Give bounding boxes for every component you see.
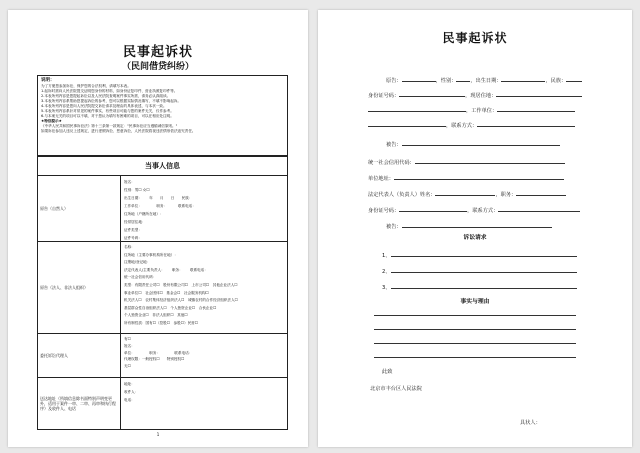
left-subtitle: （民间借贷纠纷） xyxy=(121,62,194,72)
gender-label: ，性别： xyxy=(435,78,457,84)
legal-rep-blank[interactable] xyxy=(435,190,495,196)
contact-lead-blank[interactable] xyxy=(368,121,446,127)
birth-blank[interactable] xyxy=(501,76,545,82)
service-label: 送达地址（所填信息除书面特别声明变更外，适用于案件一审、二审、再审和执行程序）及收件人、电话 xyxy=(38,378,121,429)
form-field-line: 姓名： xyxy=(124,343,135,348)
form-field-line: 住所地（主要办事机构所在地）： xyxy=(124,252,178,257)
defendant-line-2 xyxy=(386,222,552,231)
residence-blank[interactable] xyxy=(496,91,582,97)
facts-blank-4[interactable] xyxy=(374,356,576,358)
ethnicity-label: ，民族： xyxy=(545,78,567,84)
workplace-lead-blank[interactable] xyxy=(368,106,466,112)
instruction-line: 3.本表所列内容系帮助您提起诉讼的参考，您可以根据实际情况填写，不填不影响起诉。 xyxy=(41,99,181,103)
closing-to: 此致 xyxy=(382,369,393,375)
closing-court: 北京市丰台区人民法院 xyxy=(370,386,422,392)
facts-blank-2[interactable] xyxy=(374,328,576,330)
contact-label-2: ，联系方式： xyxy=(467,208,499,214)
form-field-line: 法定代表人/主要负责人： 职务： 联系电话： xyxy=(124,267,208,272)
contact-blank-2[interactable] xyxy=(498,206,580,212)
id-label: 身份证号码： xyxy=(368,93,400,99)
left-title: 民事起诉状 xyxy=(122,45,193,60)
left-page xyxy=(8,10,308,447)
agent-fields xyxy=(124,336,285,370)
credit-code-line xyxy=(368,158,565,167)
form-field-line: 证件类型： xyxy=(124,228,142,232)
form-field-line: 代理权限：一般授权☐ 特别授权☐ xyxy=(124,357,185,362)
form-field-line: 收件人： xyxy=(124,390,139,394)
form-field-line: 类型：有限责任公司☐ 股份有限公司☐ 上市公司☐ 其他企业法人☐ xyxy=(124,282,238,287)
instruction-line: 1.起诉时需向人民法院提交证明您身份的材料，如身份证复印件、营业执照复印件等。 xyxy=(41,89,178,93)
claim-2-blank[interactable] xyxy=(391,267,577,273)
legal-rep-label: 法定代表人（负责人）姓名： xyxy=(368,192,436,198)
right-page xyxy=(318,10,632,447)
plaintiff-id-line xyxy=(368,91,582,100)
credit-code-label: 统一社会信用代码： xyxy=(368,160,415,166)
plaintiff-row xyxy=(37,176,288,242)
instruction-line: 5.本表所列内容系针对常见的案件事实，有些项目可能与您的案件无关，仅作参考。 xyxy=(41,109,174,113)
form-field-line: 事业单位☐ 社会团体☐ 基金会☐ 社会服务机构☐ xyxy=(124,290,209,295)
defendant-blank[interactable] xyxy=(402,140,560,146)
gender-blank[interactable] xyxy=(456,76,470,82)
right-title: 民事起诉状 xyxy=(442,31,508,45)
claim-2 xyxy=(382,267,577,276)
form-field-line: 姓名： xyxy=(124,180,135,184)
form-field-line: 有☐ xyxy=(124,337,131,341)
defendant-label-2: 被告： xyxy=(386,224,402,230)
birth-label: ，出生日期： xyxy=(470,78,502,84)
legal-rep-line xyxy=(368,190,566,199)
claim-3-blank[interactable] xyxy=(391,283,577,289)
claims-heading: 诉讼请求 xyxy=(463,235,487,241)
position-label: ，职务： xyxy=(495,192,517,198)
address-blank[interactable] xyxy=(394,174,564,180)
defendant-blank-2[interactable] xyxy=(402,222,552,228)
form-field-line: 出生日期： 年 月 日 民族： xyxy=(124,196,193,200)
plaintiff-org-label: 原告（法人、非法人组织） xyxy=(38,242,121,333)
claim-1-label: 1、 xyxy=(382,253,391,259)
claim-1 xyxy=(382,251,577,260)
claim-3-label: 3、 xyxy=(382,285,391,291)
form-field-line: 机关法人☐ 农村集体经济组织法人☐ 城镇农村的合作经济组织法人☐ xyxy=(124,298,238,303)
credit-code-blank[interactable] xyxy=(415,158,565,164)
form-field-line: 单位： 职务： 联系电话： xyxy=(124,350,193,355)
agent-label: 委托诉讼代理人 xyxy=(38,334,121,377)
form-field-line: 证件号码： xyxy=(124,236,142,240)
plaintiff-prefix: 原告： xyxy=(386,78,402,84)
instructions-lines xyxy=(41,84,284,134)
plaintiff-org-row xyxy=(37,242,288,334)
plaintiff-org-fields xyxy=(124,244,285,328)
plaintiff-name-blank[interactable] xyxy=(402,76,436,82)
plaintiff-fields xyxy=(124,178,285,242)
form-field-line: 工作单位： 职务： 联系电话： xyxy=(124,204,196,208)
form-field-line: 所有制性质：国有☐（控股☐ 参股☐）民营☐ xyxy=(124,320,198,325)
closing-signer: 具状人： xyxy=(520,420,541,426)
instruction-line: 6.与本案无关的项目可以不填，对于您认为填写有困难的项目，可以在相应处注明。 xyxy=(41,114,174,118)
instruction-line: 如果诉讼参加人违反上述规定，进行虚假诉讼、恶意诉讼，人民法院将视违法情形依法追究责任。 xyxy=(41,129,196,133)
contact-blank[interactable] xyxy=(477,121,575,127)
position-blank[interactable] xyxy=(516,190,566,196)
residence-label: ，现居住地： xyxy=(465,93,497,99)
plaintiff-line xyxy=(386,76,582,85)
form-field-line: 基层群众性自治组织法人☐ 个人独资企业☐ 合伙企业☐ xyxy=(124,305,217,310)
defendant-line xyxy=(386,140,560,149)
facts-heading: 事实与理由 xyxy=(460,299,490,305)
workplace-line xyxy=(368,106,575,115)
service-row xyxy=(37,378,288,430)
form-field-line: 住所地（户籍所在地）： xyxy=(124,212,164,216)
id-label-2: 身份证号码： xyxy=(368,208,400,214)
form-field-line: 电话： xyxy=(124,398,135,402)
form-field-line: 注册地/登记地： xyxy=(124,260,151,265)
contact-line xyxy=(368,121,575,130)
ethnicity-blank[interactable] xyxy=(566,76,582,82)
service-fields xyxy=(124,380,285,404)
address-label: 单位地址： xyxy=(368,176,394,182)
form-field-line: 无☐ xyxy=(124,364,131,369)
party-info-header: 当事人信息 xyxy=(37,156,288,176)
form-field-line: 个人独资企业☐ 非法人组织☐ 其他☐ xyxy=(124,313,188,318)
form-field-line: 性别：男☐ 女☐ xyxy=(124,188,150,192)
form-field-line: 名称： xyxy=(124,245,135,249)
id-blank[interactable] xyxy=(399,91,465,97)
instruction-line: 2.本表所列内容是您提起诉讼以及人民法院查明案件事实所需，请务必认真阅读。 xyxy=(41,94,171,98)
workplace-blank[interactable] xyxy=(497,106,575,112)
form-field-line: 统一社会信用代码： xyxy=(124,275,157,280)
claim-3 xyxy=(382,283,577,292)
form-field-line: 地址： xyxy=(124,382,135,386)
address-line xyxy=(368,174,564,183)
contact-label: ，联系方式： xyxy=(446,123,478,129)
instructions-label: 说明： xyxy=(41,78,55,83)
instruction-line: 4.本表所列内容是您向人民法院提交诉讼请求及理由的具体表述，与本状一致。 xyxy=(41,104,167,108)
instruction-line: 为了方便您参加诉讼，保护您的合法权利，请填写本表。 xyxy=(41,84,131,88)
defendant-label: 被告： xyxy=(386,142,402,148)
facts-blank-1[interactable] xyxy=(374,314,576,316)
id-line-2 xyxy=(368,206,580,215)
page-number: 1 xyxy=(156,432,160,437)
form-field-line: 经常居住地： xyxy=(124,220,146,224)
facts-blank-3[interactable] xyxy=(374,342,576,344)
claim-1-blank[interactable] xyxy=(391,251,577,257)
id-blank-2[interactable] xyxy=(399,206,467,212)
instructions-box xyxy=(37,75,288,156)
instruction-line: 《中华人民共和国民事诉讼法》第十三条第一款规定："民事诉讼应当遵循诚信原则。" xyxy=(41,124,178,128)
plaintiff-label: 原告（自然人） xyxy=(38,176,121,241)
instruction-line: ★特别提示★ xyxy=(41,119,62,123)
claim-2-label: 2、 xyxy=(382,269,391,275)
workplace-label: ，工作单位： xyxy=(466,108,498,114)
agent-row xyxy=(37,334,288,378)
